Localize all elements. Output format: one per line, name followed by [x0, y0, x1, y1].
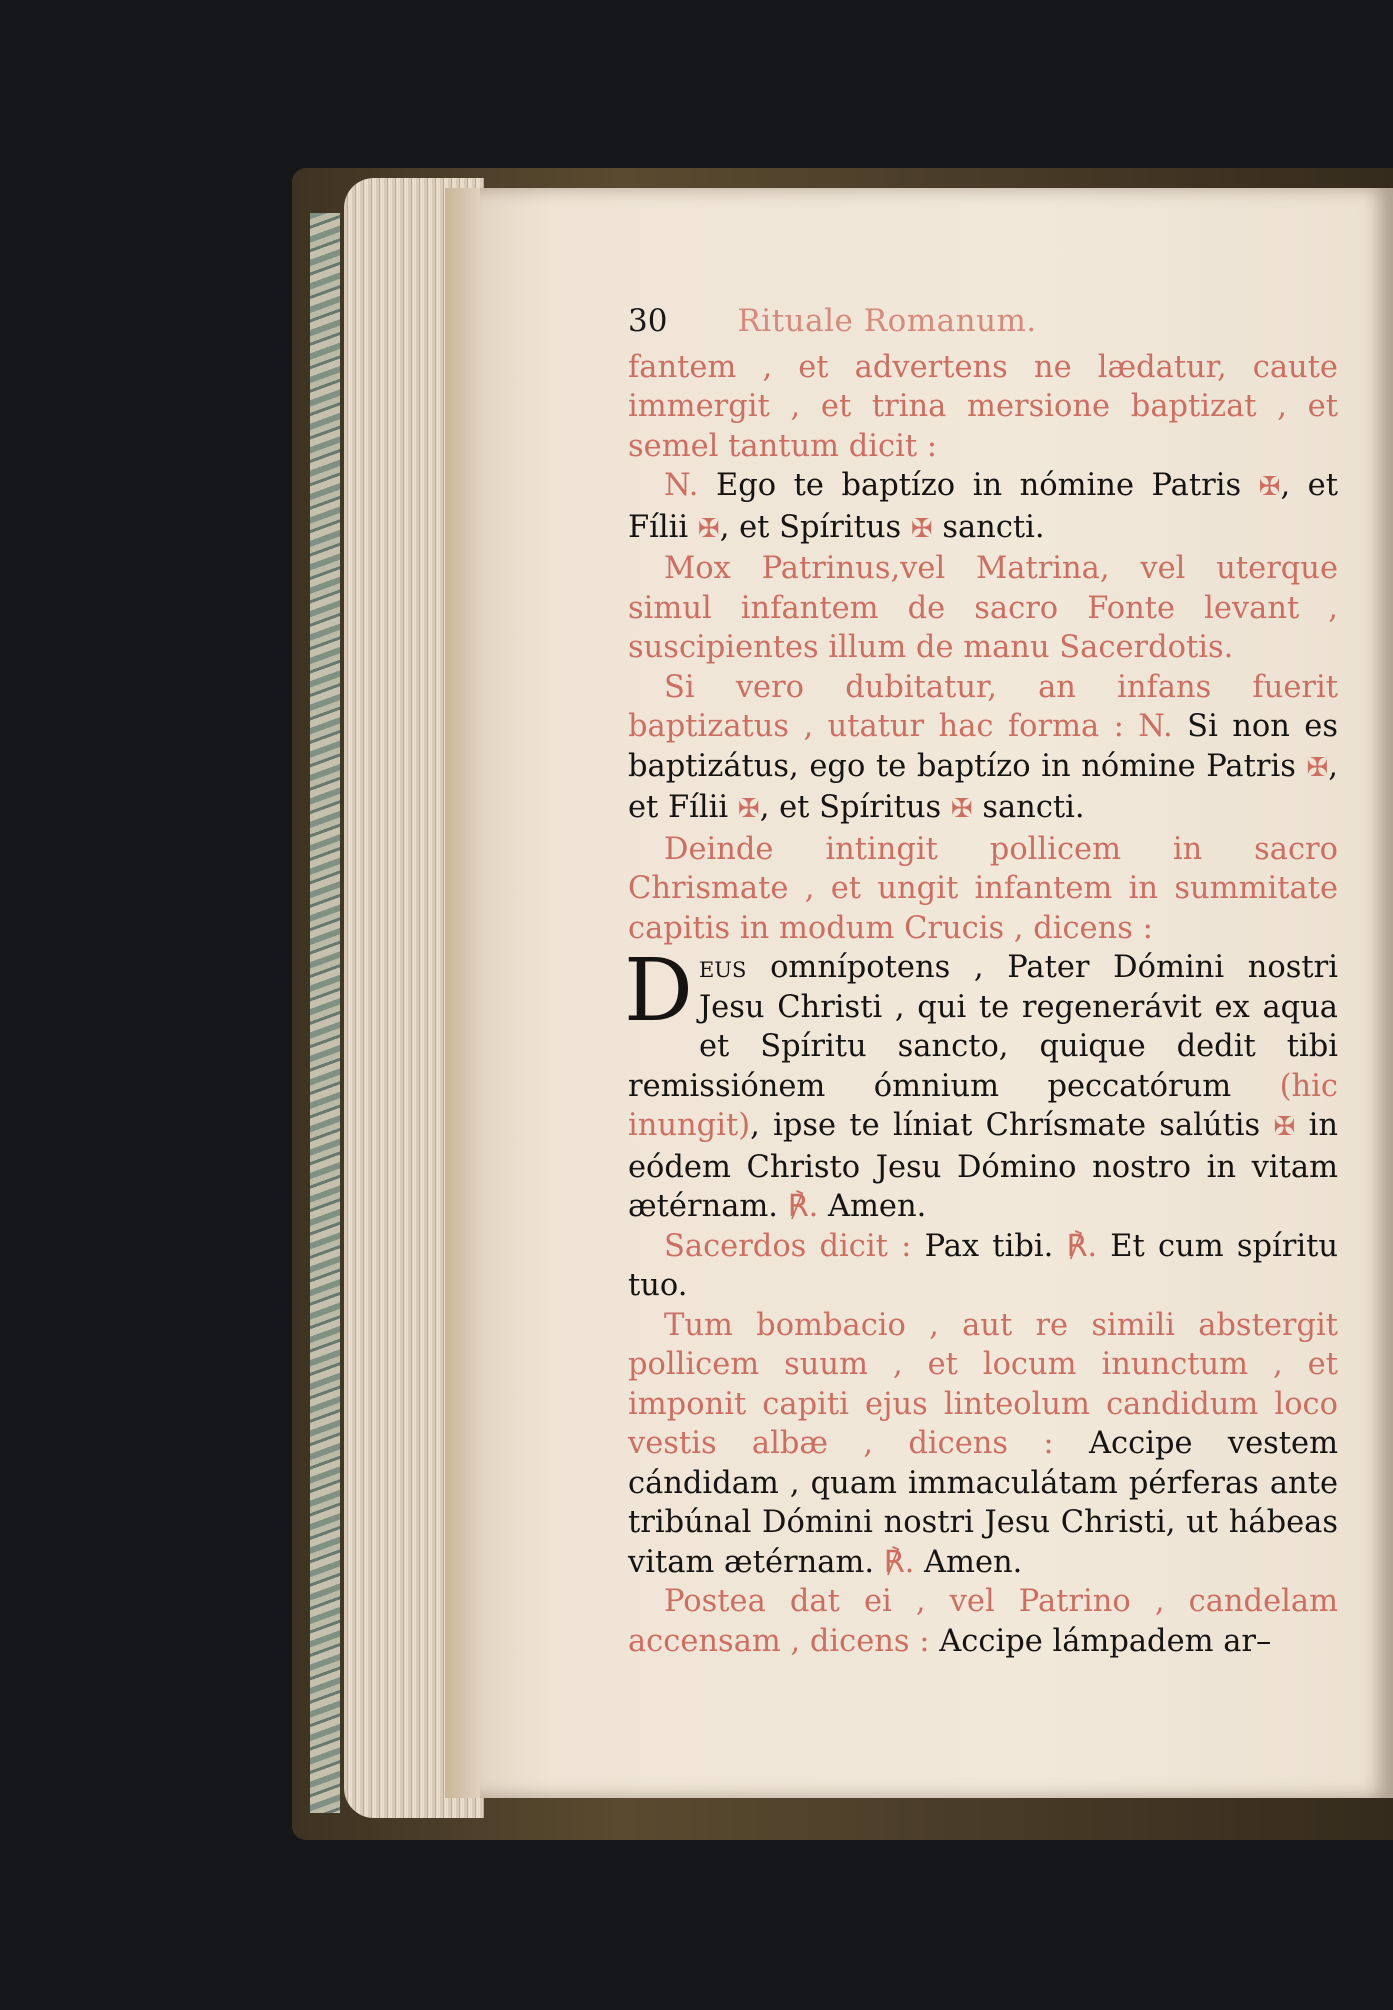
page-number: 30: [628, 303, 668, 339]
cross-icon: ✠: [1273, 1112, 1296, 1142]
cross-icon: ✠: [737, 794, 760, 824]
conditional-formula: Si vero dubitatur, an infans fuerit baptizatus , utatur hac forma : N. Si non es baptizátus, ego te baptízo in nómine Patris ✠, et Fílii ✠, et Spíritus ✠ sancti.: [628, 669, 1338, 825]
running-title: Rituale Romanum.: [737, 303, 1037, 339]
rubric-paragraph-2: Mox Patrinus,vel Matrina, vel uterque simul infantem de sacro Fonte levant , suscipientes illum de manu Sacerdotis.: [628, 551, 1338, 665]
cross-icon: ✠: [697, 513, 720, 544]
gutter-shadow: [445, 188, 485, 1798]
anointing-prayer: Deus omnípotens , Pater Dómini nostri Jesu Christi , qui te regenerávit ex aqua et Spíritu sancto, quique dedit tibi remissiónem ómnium peccatórum (hic inungit), ipse te líniat Chrísmate salútis ✠ in eódem Christo Jesu Dómino nostro in vitam ætérnam. ℟. Amen.: [624, 941, 1338, 1224]
cross-icon: ✠: [1306, 752, 1329, 783]
peace-greeting: Sacerdos dicit : Pax tibi. ℟. Et cum spíritu tuo.: [628, 1228, 1338, 1303]
cross-icon: ✠: [950, 794, 973, 824]
drop-cap: D: [624, 941, 693, 1041]
page-text: [624, 302, 1339, 1661]
cross-icon: ✠: [910, 513, 933, 544]
cross-icon: ✠: [1258, 472, 1281, 502]
baptism-formula: N. Ego te baptízo in nómine Patris ✠, et Fílii ✠, et Spíritus ✠ sancti.: [628, 468, 1338, 545]
marbled-edge: [310, 213, 340, 1813]
page-header: [628, 302, 1338, 342]
rubric-paragraph-1: fantem , et advertens ne lædatur, caute immergit , et trina mersione baptizat , et semel tantum dicit :: [628, 349, 1338, 464]
rubric-paragraph-3: Deinde intingit pollicem in sacro Chrismate , et ungit infantem in summitate capitis in modum Crucis , dicens :: [628, 831, 1338, 946]
candle-rite: Postea dat ei , vel Patrino , candelam accensam , dicens : Accipe lámpadem ar–: [628, 1584, 1338, 1659]
white-garment: Tum bombacio , aut re simili abstergit pollicem suum , et locum inunctum , et imponit capiti ejus linteolum candidum loco vestis albæ , dicens : Accipe vestem cándidam , quam immaculátam pérferas ante tribúnal Dómini nostri Jesu Christi, ut hábeas vitam ætérnam. ℟. Amen.: [628, 1307, 1339, 1580]
